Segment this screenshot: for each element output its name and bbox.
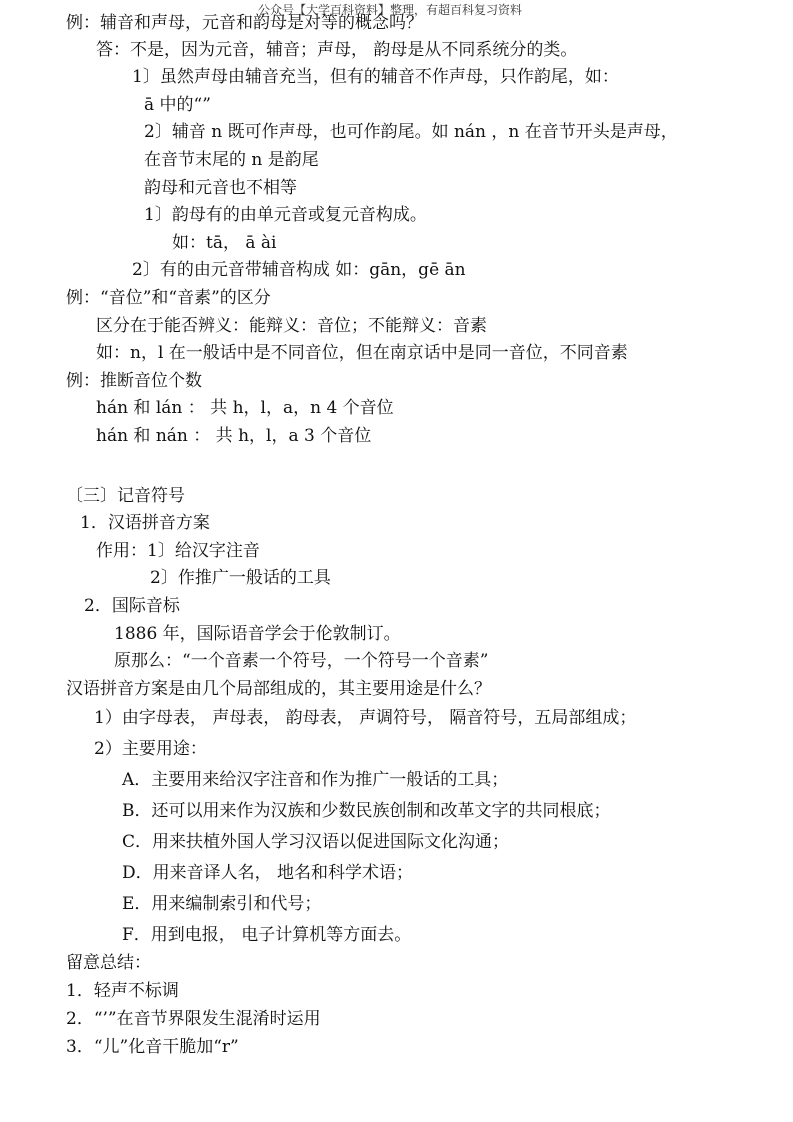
text-line: 区分在于能否辨义：能辩义：音位；不能辩义：音素 <box>96 316 487 336</box>
text-line: 1886 年，国际语音学会于伦敦制订。 <box>114 624 401 644</box>
list-item: D．用来音译人名， 地名和科学术语； <box>122 863 414 883</box>
text-line: 答：不是，因为元音，辅音；声母， 韵母是从不同系统分的类。 <box>96 40 578 60</box>
text-line: 2〕作推广一般话的工具 <box>150 568 331 588</box>
text-line: 1〕韵母有的由单元音或复元音构成。 <box>144 205 427 225</box>
text-line: 例：“音位”和“音素”的区分 <box>66 288 271 308</box>
text-line: 例：推断音位个数 <box>66 371 202 391</box>
list-item: 1．轻声不标调 <box>66 981 179 1001</box>
text-line: 2．国际音标 <box>84 596 180 616</box>
list-item: B．还可以用来作为汉族和少数民族创制和改革文字的共同根底； <box>122 801 611 821</box>
list-item: 2．“’”在音节界限发生混淆时运用 <box>66 1009 321 1029</box>
text-line: 1．汉语拼音方案 <box>80 513 210 533</box>
list-item: E．用来编制索引和代号； <box>122 894 322 914</box>
text-line: 1）由字母表， 声母表， 韵母表， 声调符号， 隔音符号，五局部组成； <box>94 708 637 728</box>
text-line: 2〕有的由元音带辅音构成 如：gān，gē ān <box>132 260 466 280</box>
text-line: hán 和 lán ： 共 h，l，a，n 4 个音位 <box>96 398 394 418</box>
list-item: 3．“儿”化音干脆加“r” <box>66 1037 239 1057</box>
text-line: 2）主要用途： <box>94 739 207 759</box>
list-item: F．用到电报， 电子计算机等方面去。 <box>122 925 412 945</box>
text-line: 作用：1〕给汉字注音 <box>96 541 260 561</box>
text-line: 韵母和元音也不相等 <box>144 178 297 198</box>
text-line: 例：辅音和声母，元音和韵母是对等的概念吗？ <box>66 13 423 33</box>
list-item: C．用来扶植外国人学习汉语以促进国际文化沟通； <box>122 832 510 852</box>
section-heading: 〔三〕记音符号 <box>66 486 185 506</box>
text-line: 如：n，l 在一般话中是不同音位，但在南京话中是同一音位，不同音素 <box>96 343 628 363</box>
text-line: ā 中的“” <box>144 95 211 115</box>
watermark-header: 公众号【大学百科资料】整理，有超百科复习资料 <box>258 3 523 17</box>
text-line: 留意总结： <box>66 953 151 973</box>
text-line: 原那么：“一个音素一个符号，一个符号一个音素” <box>114 651 489 671</box>
list-item: A．主要用来给汉字注音和作为推广一般话的工具； <box>122 770 509 790</box>
text-line: 在音节末尾的 n 是韵尾 <box>144 150 319 170</box>
text-line: 1〕虽然声母由辅音充当，但有的辅音不作声母，只作韵尾，如： <box>132 67 619 87</box>
text-line: hán 和 nán ： 共 h，l，a 3 个音位 <box>96 426 372 446</box>
text-line: 2〕辅音 n 既可作声母，也可作韵尾。如 nán ，n 在音节开头是声母， <box>144 122 678 142</box>
text-line: 如：tā， ā ài <box>172 233 277 253</box>
question-line: 汉语拼音方案是由几个局部组成的，其主要用途是什么？ <box>66 679 491 699</box>
